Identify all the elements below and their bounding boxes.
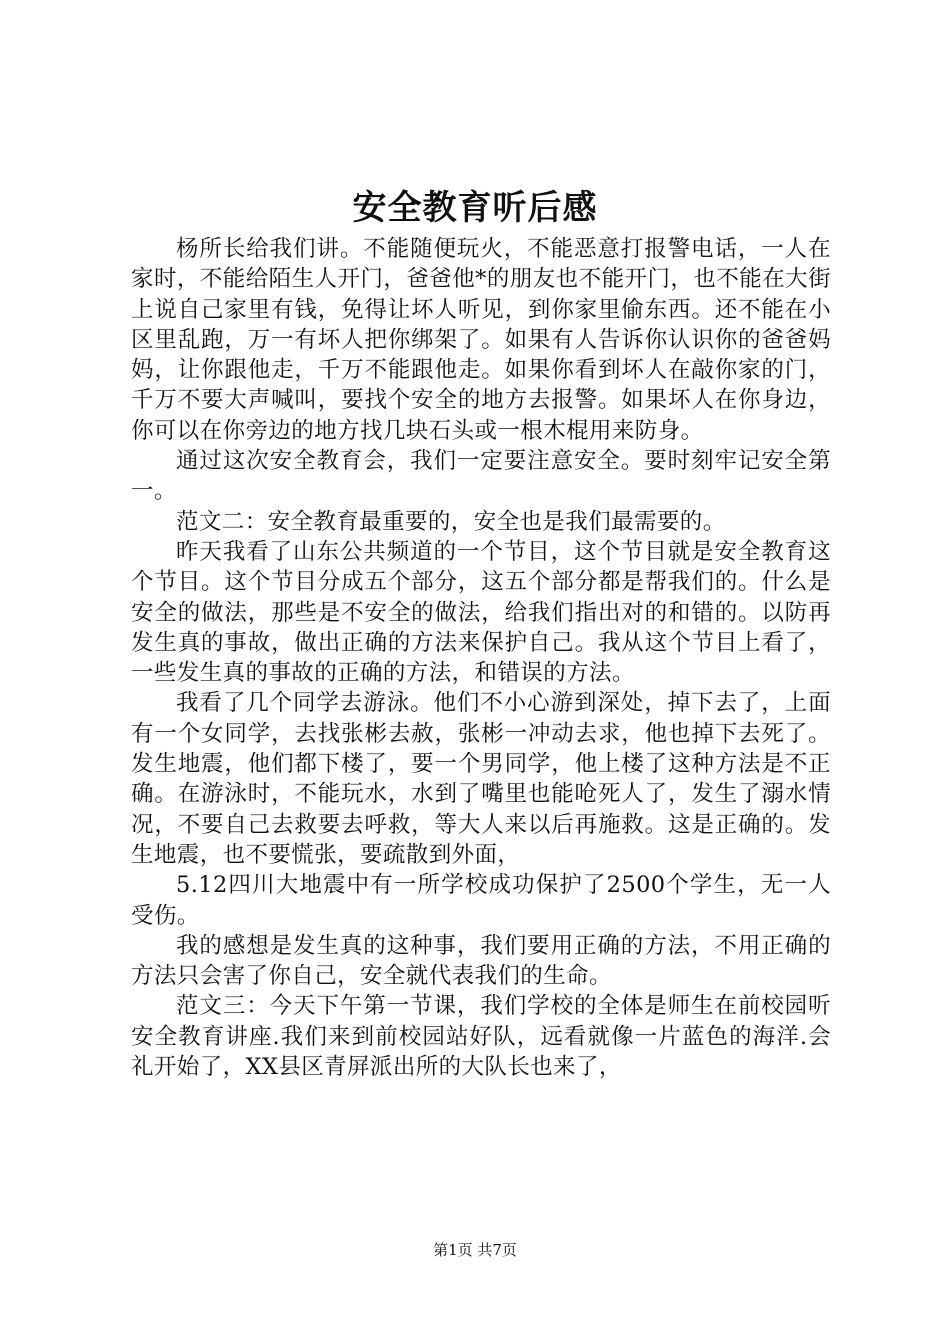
paragraph: 我的感想是发生真的这种事，我们要用正确的方法，不用正确的方法只会害了你自己，安全就代表我们的生命。 bbox=[131, 932, 831, 990]
document-body bbox=[131, 234, 831, 1082]
paragraph: 我看了几个同学去游泳。他们不小心游到深处，掉下去了，上面有一个女同学，去找张彬去赦，张彬一冲动去求，他也掉下去死了。发生地震，他们都下楼了，要一个男同学，他上楼了这种方法是不正确。在游泳时，不能玩水，水到了嘴里也能呛死人了，发生了溺水情况，不要自己去救要去呼救，等大人来以后再施救。这是正确的。发生地震，也不要慌张，要疏散到外面， bbox=[131, 690, 831, 868]
paragraph: 通过这次安全教育会，我们一定要注意安全。要时刻牢记安全第一。 bbox=[131, 448, 831, 505]
paragraph: 范文二：安全教育最重要的，安全也是我们最需要的。 bbox=[176, 508, 726, 535]
page-footer: 第1页 共7页 bbox=[433, 1241, 517, 1259]
paragraph: 5.12四川大地震中有一所学校成功保护了2500个学生，无一人受伤。 bbox=[131, 872, 831, 929]
document-title: 安全教育听后感 bbox=[352, 188, 598, 228]
paragraph: 昨天我看了山东公共频道的一个节目，这个节目就是安全教育这个节目。这个节目分成五个部分，这五个部分都是帮我们的。什么是安全的做法，那些是不安全的做法，给我们指出对的和错的。以防再发生真的事故，做出正确的方法来保护自己。我从这个节目上看了，一些发生真的事故的正确的方法，和错误的方法。 bbox=[131, 538, 831, 687]
paragraph: 范文三：今天下午第一节课，我们学校的全体是师生在前校园听安全教育讲座.我们来到前校园站好队，远看就像一片蓝色的海洋.会礼开始了，XX县区青屏派出所的大队长也来了， bbox=[131, 993, 831, 1081]
paragraph: 杨所长给我们讲。不能随便玩火，不能恶意打报警电话，一人在家时，不能给陌生人开门，爸爸他*的朋友也不能开门，也不能在大街上说自己家里有钱，免得让坏人听见，到你家里偷东西。还不能在小区里乱跑，万一有坏人把你绑架了。如果有人告诉你认识你的爸爸妈妈，让你跟他走，千万不能跟他走。如果你看到坏人在敲你家的门，千万不要大声喊叫，要找个安全的地方去报警。如果坏人在你身边，你可以在你旁边的地方找几块石头或一根木棍用来防身。 bbox=[131, 236, 831, 444]
